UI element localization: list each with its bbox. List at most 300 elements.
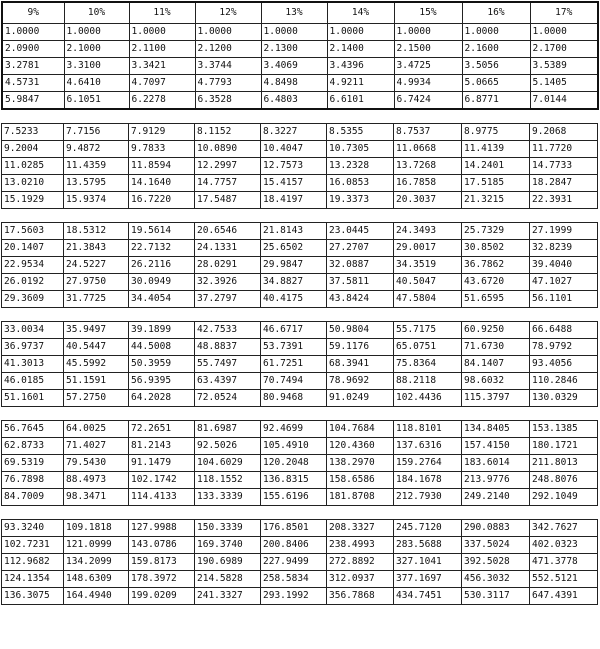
table-cell: 2.1400 [327,41,394,58]
table-cell: 69.5319 [2,455,64,472]
table-cell: 2.1300 [261,41,327,58]
table-cell: 121.0999 [64,537,129,554]
table-cell: 2.1200 [195,41,261,58]
table-cell: 4.5731 [2,75,64,92]
table-cell: 11.0668 [394,141,462,158]
table-cell: 32.0887 [327,257,394,274]
table-cell: 245.7120 [394,520,462,537]
table-cell: 109.1818 [64,520,129,537]
table-cell: 68.3941 [327,356,394,373]
table-cell: 9.2068 [530,124,598,141]
table-cell: 57.2750 [64,390,129,407]
table-cell: 1.0000 [2,24,64,41]
table-cell: 22.3931 [530,192,598,209]
table-cell: 79.5430 [64,455,129,472]
table-cell: 21.3843 [64,240,129,257]
table-row [2,390,598,407]
table-cell: 102.4436 [394,390,462,407]
table-cell: 130.0329 [530,390,598,407]
table-cell: 114.4133 [129,489,195,506]
table-cell: 43.6720 [462,274,530,291]
table-cell: 337.5024 [462,537,530,554]
table-row [2,421,598,438]
table-row [2,520,598,537]
table-cell: 1.0000 [394,24,462,41]
table-cell: 2.1500 [394,41,462,58]
table-cell: 17.5185 [462,175,530,192]
table-row [2,554,598,571]
table-row [2,571,598,588]
table-cell: 41.3013 [2,356,64,373]
table-cell: 51.1591 [64,373,129,390]
table-cell: 26.2116 [129,257,195,274]
table-cell: 456.3032 [462,571,530,588]
table-cell: 6.7424 [394,92,462,110]
table-cell: 61.7251 [261,356,327,373]
table-cell: 30.0949 [129,274,195,291]
table-cell: 134.2099 [64,554,129,571]
table-cell: 76.7898 [2,472,64,489]
table-cell: 3.4069 [261,58,327,75]
table-cell: 63.4397 [195,373,261,390]
table-cell: 124.1354 [2,571,64,588]
table-cell: 15.4157 [261,175,327,192]
table-cell: 5.1405 [530,75,598,92]
table-cell: 392.5028 [462,554,530,571]
table-cell: 15.1929 [2,192,64,209]
table-cell: 27.1999 [530,223,598,240]
table-cell: 133.3339 [195,489,261,506]
rate-header: 13% [261,2,327,24]
table-cell: 4.8498 [261,75,327,92]
table-cell: 13.0210 [2,175,64,192]
table-cell: 16.7858 [394,175,462,192]
table-cell: 293.1992 [261,588,327,605]
table-cell: 136.3075 [2,588,64,605]
table-row [2,24,598,41]
table-cell: 84.7009 [2,489,64,506]
table-cell: 31.7725 [64,291,129,308]
table-cell: 10.0890 [195,141,261,158]
table-row [2,257,598,274]
table-cell: 138.2970 [327,455,394,472]
table-cell: 120.2048 [261,455,327,472]
table-cell: 47.1027 [530,274,598,291]
table-cell: 6.3528 [195,92,261,110]
table-cell: 5.9847 [2,92,64,110]
table-cell: 91.1479 [129,455,195,472]
table-cell: 12.7573 [261,158,327,175]
table-cell: 118.1552 [195,472,261,489]
table-cell: 93.4056 [530,356,598,373]
table-cell: 11.4139 [462,141,530,158]
table-cell: 3.3100 [64,58,129,75]
table-cell: 155.6196 [261,489,327,506]
rate-header: 15% [394,2,462,24]
table-cell: 4.7793 [195,75,261,92]
table-cell: 4.6410 [64,75,129,92]
table-cell: 26.0192 [2,274,64,291]
table-cell: 66.6488 [530,322,598,339]
table-cell: 75.8364 [394,356,462,373]
table-cell: 104.7684 [327,421,394,438]
table-cell: 115.3797 [462,390,530,407]
table-cell: 180.1721 [530,438,598,455]
table-cell: 9.4872 [64,141,129,158]
table-cell: 91.0249 [327,390,394,407]
table-cell: 4.9211 [327,75,394,92]
table-cell: 184.1678 [394,472,462,489]
table-cell: 102.1742 [129,472,195,489]
table-cell: 158.6586 [327,472,394,489]
table-row [2,588,598,605]
rate-header: 11% [129,2,195,24]
table-cell: 80.9468 [261,390,327,407]
table-cell: 176.8501 [261,520,327,537]
table-cell: 241.3327 [195,588,261,605]
table-cell: 62.8733 [2,438,64,455]
table-cell: 20.3037 [394,192,462,209]
table-cell: 312.0937 [327,571,394,588]
table-cell: 70.7494 [261,373,327,390]
table-cell: 164.4940 [64,588,129,605]
table-cell: 143.0786 [129,537,195,554]
table-cell: 2.1100 [129,41,195,58]
table-cell: 190.6989 [195,554,261,571]
table-row [2,438,598,455]
table-cell: 292.1049 [530,489,598,506]
table-cell: 159.2764 [394,455,462,472]
table-cell: 1.0000 [129,24,195,41]
table-cell: 1.0000 [462,24,530,41]
table-cell: 32.3926 [195,274,261,291]
table-cell: 81.6987 [195,421,261,438]
table-cell: 137.6316 [394,438,462,455]
table-cell: 7.0144 [530,92,598,110]
table-row [2,192,598,209]
table-cell: 25.6502 [261,240,327,257]
table-cell: 14.1640 [129,175,195,192]
table-cell: 34.3519 [394,257,462,274]
table-row [2,322,598,339]
table-cell: 56.7645 [2,421,64,438]
table-cell: 22.9534 [2,257,64,274]
table-cell: 10.7305 [327,141,394,158]
table-row [2,75,598,92]
block-spacer [1,308,597,321]
table-cell: 6.1051 [64,92,129,110]
table-cell: 71.4027 [64,438,129,455]
table-cell: 20.1407 [2,240,64,257]
table-cell: 356.7868 [327,588,394,605]
table-cell: 199.0209 [129,588,195,605]
table-cell: 16.0853 [327,175,394,192]
table-cell: 181.8708 [327,489,394,506]
table-cell: 19.3373 [327,192,394,209]
table-cell: 50.3959 [129,356,195,373]
table-cell: 153.1385 [530,421,598,438]
table-row [2,339,598,356]
table-cell: 16.7220 [129,192,195,209]
table-cell: 29.0017 [394,240,462,257]
table-cell: 55.7497 [195,356,261,373]
table-cell: 249.2140 [462,489,530,506]
table-cell: 46.6717 [261,322,327,339]
table-cell: 647.4391 [530,588,598,605]
table-cell: 214.5828 [195,571,261,588]
table-cell: 37.2797 [195,291,261,308]
table-cell: 212.7930 [394,489,462,506]
value-table-block-4 [1,321,598,407]
table-cell: 48.8837 [195,339,261,356]
table-cell: 102.7231 [2,537,64,554]
table-cell: 134.8405 [462,421,530,438]
table-cell: 13.5795 [64,175,129,192]
table-cell: 402.0323 [530,537,598,554]
table-cell: 434.7451 [394,588,462,605]
table-cell: 72.2651 [129,421,195,438]
table-cell: 59.1176 [327,339,394,356]
table-cell: 3.5056 [462,58,530,75]
table-row [2,373,598,390]
table-cell: 18.4197 [261,192,327,209]
value-table-block-2 [1,123,598,209]
table-cell: 6.8771 [462,92,530,110]
table-cell: 377.1697 [394,571,462,588]
table-cell: 93.3240 [2,520,64,537]
table-cell: 30.8502 [462,240,530,257]
table-cell: 7.5233 [2,124,64,141]
table-cell: 2.1000 [64,41,129,58]
table-cell: 24.5227 [64,257,129,274]
table-cell: 42.7533 [195,322,261,339]
table-cell: 88.4973 [64,472,129,489]
table-cell: 50.9804 [327,322,394,339]
table-cell: 64.0025 [64,421,129,438]
table-cell: 11.0285 [2,158,64,175]
table-cell: 13.7268 [394,158,462,175]
table-cell: 11.4359 [64,158,129,175]
table-cell: 34.4054 [129,291,195,308]
table-row [2,356,598,373]
table-cell: 1.0000 [327,24,394,41]
table-row [2,274,598,291]
table-cell: 208.3327 [327,520,394,537]
table-cell: 3.3744 [195,58,261,75]
table-cell: 98.3471 [64,489,129,506]
table-cell: 10.4047 [261,141,327,158]
table-cell: 2.1600 [462,41,530,58]
table-row [2,240,598,257]
table-cell: 213.9776 [462,472,530,489]
table-row [2,472,598,489]
table-cell: 5.0665 [462,75,530,92]
table-row [2,175,598,192]
table-cell: 150.3339 [195,520,261,537]
table-cell: 136.8315 [261,472,327,489]
block-spacer [1,407,597,420]
table-cell: 120.4360 [327,438,394,455]
table-cell: 112.9682 [2,554,64,571]
table-cell: 27.9750 [64,274,129,291]
table-cell: 60.9250 [462,322,530,339]
table-row [2,141,598,158]
table-cell: 530.3117 [462,588,530,605]
table-cell: 211.8013 [530,455,598,472]
table-cell: 3.4396 [327,58,394,75]
table-cell: 105.4910 [261,438,327,455]
table-cell: 40.5447 [64,339,129,356]
table-cell: 7.9129 [129,124,195,141]
table-cell: 1.0000 [195,24,261,41]
value-table-block-3 [1,222,598,308]
table-cell: 4.7097 [129,75,195,92]
table-cell: 104.6029 [195,455,261,472]
table-cell: 36.7862 [462,257,530,274]
table-row [2,124,598,141]
block-spacer [1,506,597,519]
rate-header: 16% [462,2,530,24]
table-cell: 272.8892 [327,554,394,571]
table-cell: 227.9499 [261,554,327,571]
table-cell: 8.3227 [261,124,327,141]
table-cell: 342.7627 [530,520,598,537]
table-cell: 4.9934 [394,75,462,92]
table-cell: 283.5688 [394,537,462,554]
table-row [2,92,598,110]
table-cell: 290.0883 [462,520,530,537]
table-cell: 183.6014 [462,455,530,472]
table-cell: 28.0291 [195,257,261,274]
value-table-block-1 [1,1,599,110]
table-cell: 238.4993 [327,537,394,554]
table-cell: 200.8406 [261,537,327,554]
table-cell: 47.5804 [394,291,462,308]
table-cell: 51.6595 [462,291,530,308]
table-row [2,489,598,506]
value-table-block-5 [1,420,598,506]
table-cell: 110.2846 [530,373,598,390]
table-cell: 8.9775 [462,124,530,141]
table-cell: 25.7329 [462,223,530,240]
value-table-block-6 [1,519,598,605]
table-cell: 20.6546 [195,223,261,240]
table-cell: 11.7720 [530,141,598,158]
table-cell: 72.0524 [195,390,261,407]
table-cell: 40.5047 [394,274,462,291]
table-cell: 34.8827 [261,274,327,291]
table-cell: 9.2004 [2,141,64,158]
table-cell: 3.3421 [129,58,195,75]
table-cell: 6.4803 [261,92,327,110]
table-cell: 159.8173 [129,554,195,571]
table-cell: 3.5389 [530,58,598,75]
header-row [2,2,598,24]
table-cell: 65.0751 [394,339,462,356]
table-cell: 9.7833 [129,141,195,158]
table-cell: 21.3215 [462,192,530,209]
table-cell: 13.2328 [327,158,394,175]
block-spacer [1,110,597,123]
table-cell: 92.4699 [261,421,327,438]
table-cell: 21.8143 [261,223,327,240]
table-cell: 7.7156 [64,124,129,141]
table-cell: 78.9792 [530,339,598,356]
table-cell: 12.2997 [195,158,261,175]
table-cell: 157.4150 [462,438,530,455]
table-cell: 14.2401 [462,158,530,175]
table-cell: 33.0034 [2,322,64,339]
rate-header: 17% [530,2,598,24]
table-row [2,455,598,472]
table-cell: 46.0185 [2,373,64,390]
table-cell: 39.4040 [530,257,598,274]
table-cell: 17.5603 [2,223,64,240]
table-row [2,58,598,75]
table-cell: 24.3493 [394,223,462,240]
table-cell: 98.6032 [462,373,530,390]
table-cell: 27.2707 [327,240,394,257]
table-row [2,537,598,554]
table-cell: 18.5312 [64,223,129,240]
table-cell: 24.1331 [195,240,261,257]
table-cell: 14.7733 [530,158,598,175]
rate-header: 10% [64,2,129,24]
table-cell: 45.5992 [64,356,129,373]
table-cell: 14.7757 [195,175,261,192]
table-cell: 1.0000 [64,24,129,41]
table-cell: 81.2143 [129,438,195,455]
rate-header: 12% [195,2,261,24]
table-cell: 19.5614 [129,223,195,240]
table-cell: 55.7175 [394,322,462,339]
table-cell: 471.3778 [530,554,598,571]
table-cell: 6.6101 [327,92,394,110]
table-row [2,291,598,308]
table-cell: 118.8101 [394,421,462,438]
table-cell: 53.7391 [261,339,327,356]
table-cell: 2.1700 [530,41,598,58]
table-cell: 84.1407 [462,356,530,373]
table-cell: 39.1899 [129,322,195,339]
table-cell: 35.9497 [64,322,129,339]
table-cell: 40.4175 [261,291,327,308]
annuity-factor-tables [1,1,597,605]
table-cell: 44.5008 [129,339,195,356]
table-cell: 178.3972 [129,571,195,588]
table-cell: 56.1101 [530,291,598,308]
table-cell: 18.2847 [530,175,598,192]
table-cell: 148.6309 [64,571,129,588]
table-cell: 2.0900 [2,41,64,58]
table-cell: 88.2118 [394,373,462,390]
table-cell: 1.0000 [530,24,598,41]
table-cell: 64.2028 [129,390,195,407]
table-cell: 3.2781 [2,58,64,75]
table-cell: 327.1041 [394,554,462,571]
table-cell: 1.0000 [261,24,327,41]
table-cell: 258.5834 [261,571,327,588]
table-cell: 37.5811 [327,274,394,291]
table-cell: 56.9395 [129,373,195,390]
rate-header: 9% [2,2,64,24]
table-cell: 17.5487 [195,192,261,209]
block-spacer [1,209,597,222]
table-cell: 71.6730 [462,339,530,356]
table-row [2,41,598,58]
table-cell: 3.4725 [394,58,462,75]
table-cell: 22.7132 [129,240,195,257]
